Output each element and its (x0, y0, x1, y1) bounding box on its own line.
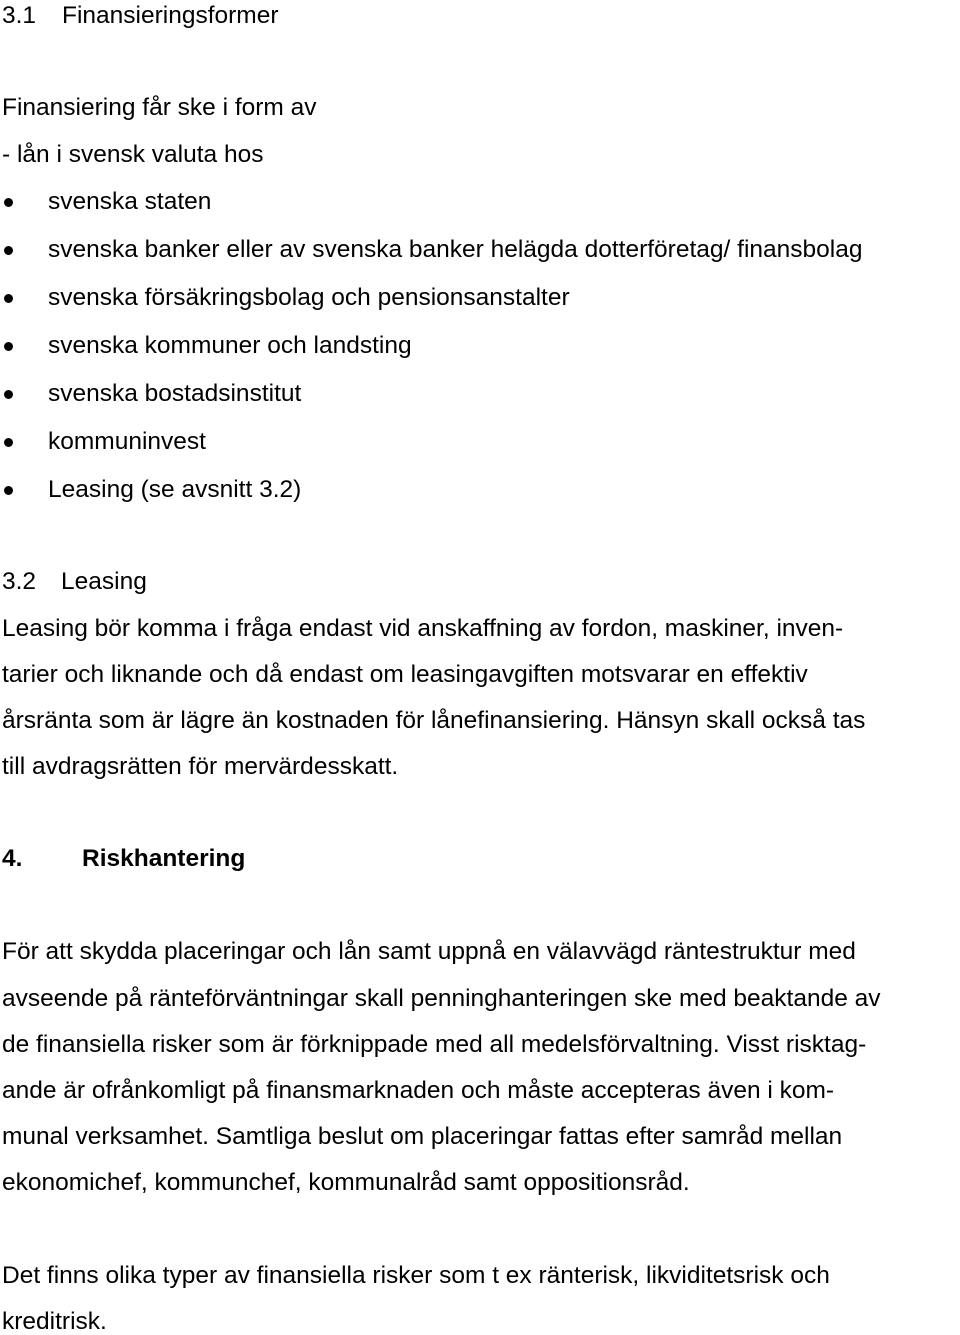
list-item-text: Leasing (se avsnitt 3.2) (48, 476, 302, 503)
list-item-text: svenska kommuner och landsting (48, 332, 412, 359)
section-3-1-number: 3.1 (2, 2, 37, 29)
paragraph-line: För att skydda placeringar och lån samt uppnå en välavvägd räntestruktur med (2, 938, 856, 965)
section-4-heading (2, 847, 245, 872)
paragraph-line: avseende på ränteförväntningar skall penninghanteringen ske med beaktande av (2, 985, 881, 1012)
bullet-icon (4, 294, 13, 303)
section-3-2-heading (2, 570, 147, 595)
bullet-icon (4, 390, 13, 399)
list-item-text: svenska banker eller av svenska banker helägda dotterföretag/ finansbolag (48, 236, 863, 263)
bullet-icon (4, 246, 13, 255)
bullet-icon (4, 342, 13, 351)
paragraph-line: årsränta som är lägre än kostnaden för lånefinansiering. Hänsyn skall också tas (2, 707, 866, 734)
list-item-text: svenska bostadsinstitut (48, 380, 302, 407)
paragraph-line: de finansiella risker som är förknippade med all medelsförvaltning. Visst risktag- (2, 1031, 867, 1058)
section-3-2-title: Leasing (61, 568, 147, 595)
section-4-number: 4. (2, 845, 23, 872)
list-item-text: svenska staten (48, 188, 212, 215)
paragraph-line: Leasing bör komma i fråga endast vid anskaffning av fordon, maskiner, inven- (2, 615, 844, 642)
financing-sub-intro: - lån i svensk valuta hos (2, 141, 264, 168)
bullet-icon (4, 486, 13, 495)
paragraph-line: munal verksamhet. Samtliga beslut om placeringar fattas efter samråd mellan (2, 1123, 843, 1150)
paragraph-line: tarier och liknande och då endast om leasingavgiften motsvarar en effektiv (2, 661, 808, 688)
paragraph-line: till avdragsrätten för mervärdesskatt. (2, 753, 399, 780)
bullet-icon (4, 198, 13, 207)
section-3-1-heading (2, 4, 279, 29)
financing-intro: Finansiering får ske i form av (2, 94, 317, 121)
paragraph-line: ande är ofrånkomligt på finansmarknaden och måste accepteras även i kom- (2, 1077, 835, 1104)
section-3-2-number: 3.2 (2, 568, 37, 595)
bullet-icon (4, 438, 13, 447)
list-item-text: kommuninvest (48, 428, 206, 455)
section-4-title: Riskhantering (82, 845, 246, 872)
paragraph-line: Det finns olika typer av finansiella risker som t ex ränterisk, likviditetsrisk och (2, 1262, 830, 1289)
list-item-text: svenska försäkringsbolag och pensionsanstalter (48, 284, 570, 311)
paragraph-line: ekonomichef, kommunchef, kommunalråd samt oppositionsråd. (2, 1169, 690, 1196)
section-3-1-title: Finansieringsformer (62, 2, 279, 29)
paragraph-line: kreditrisk. (2, 1308, 107, 1335)
